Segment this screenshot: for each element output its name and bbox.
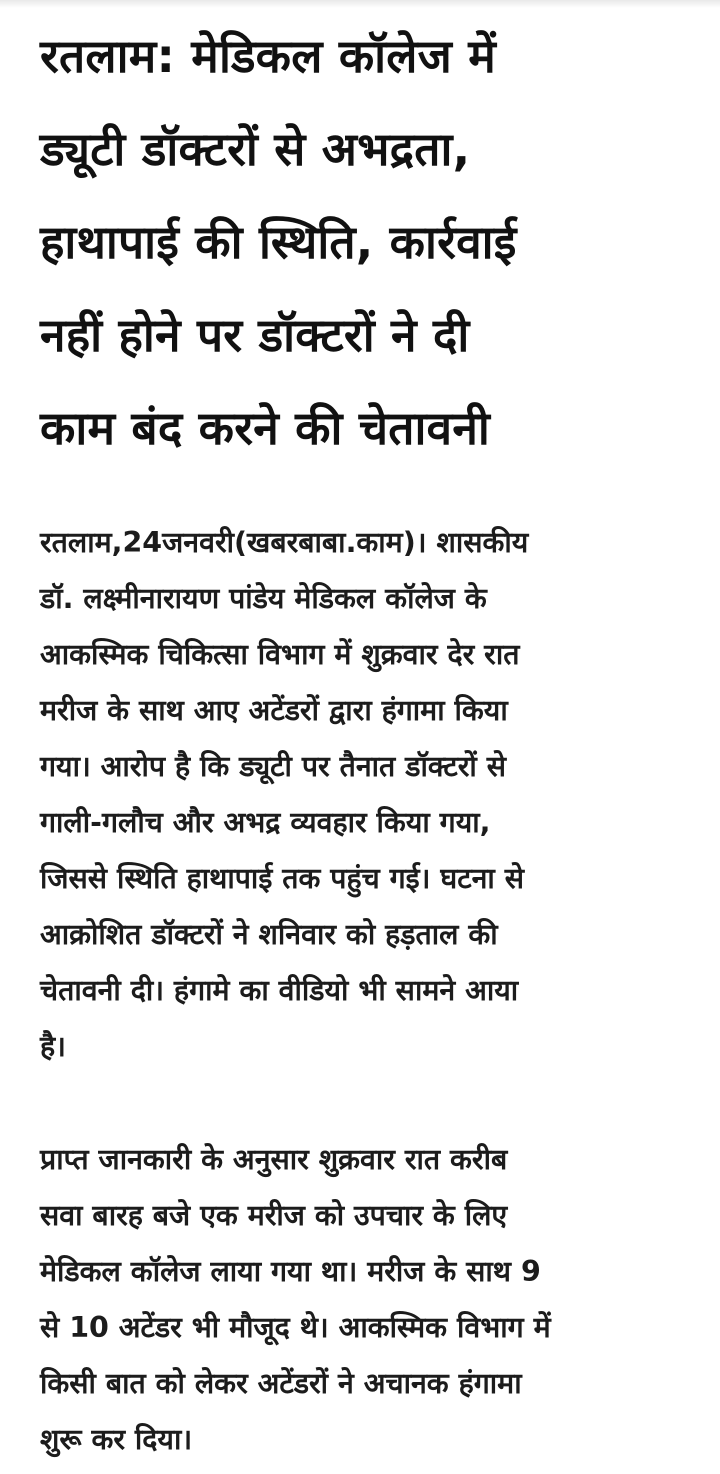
paragraph-line: मरीज के साथ आए अटेंडरों द्वारा हंगामा किया — [40, 694, 508, 727]
article-headline — [40, 0, 690, 475]
headline-line: हाथापाई की स्थिति, कार्रवाई — [40, 215, 517, 269]
paragraph-line: जिससे स्थिति हाथापाई तक पहुंच गई। घटना से — [40, 862, 524, 895]
paragraph-line: गया। आरोप है कि ड्यूटी पर तैनात डॉक्टरों से — [40, 750, 506, 783]
headline-line: ड्यूटी डॉक्टरों से अभद्रता, — [40, 122, 471, 176]
paragraph-line: आकस्मिक चिकित्सा विभाग में शुक्रवार देर रात — [40, 638, 520, 671]
paragraph-line: आक्रोशित डॉक्टरों ने शनिवार को हड़ताल की — [40, 918, 498, 951]
article-paragraph-2 — [40, 1132, 551, 1468]
paragraph-line: रतलाम,24जनवरी(खबरबाबा.काम)। शासकीय — [40, 526, 529, 559]
paragraph-line: शुरू कर दिया। — [40, 1423, 193, 1456]
paragraph-line: चेतावनी दी। हंगामे का वीडियो भी सामने आया — [40, 974, 519, 1007]
headline-line: रतलाम: मेडिकल कॉलेज में — [40, 29, 496, 83]
headline-line: काम बंद करने की चेतावनी — [40, 401, 490, 455]
article-paragraph-1 — [40, 515, 528, 1075]
paragraph-line: है। — [40, 1030, 66, 1063]
paragraph-line: सवा बारह बजे एक मरीज को उपचार के लिए — [40, 1199, 508, 1232]
paragraph-line: किसी बात को लेकर अटेंडरों ने अचानक हंगामा — [40, 1367, 522, 1400]
paragraph-line: प्राप्त जानकारी के अनुसार शुक्रवार रात करीब — [40, 1143, 508, 1176]
headline-line: नहीं होने पर डॉक्टरों ने दी — [40, 308, 470, 362]
paragraph-line: से 10 अटेंडर भी मौजूद थे। आकस्मिक विभाग में — [40, 1311, 551, 1344]
article — [40, 0, 690, 1456]
paragraph-line: मेडिकल कॉलेज लाया गया था। मरीज के साथ 9 — [40, 1255, 541, 1288]
paragraph-line: डॉ. लक्ष्मीनारायण पांडेय मेडिकल कॉलेज के — [40, 582, 487, 615]
paragraph-line: गाली-गलौच और अभद्र व्यवहार किया गया, — [40, 806, 491, 839]
